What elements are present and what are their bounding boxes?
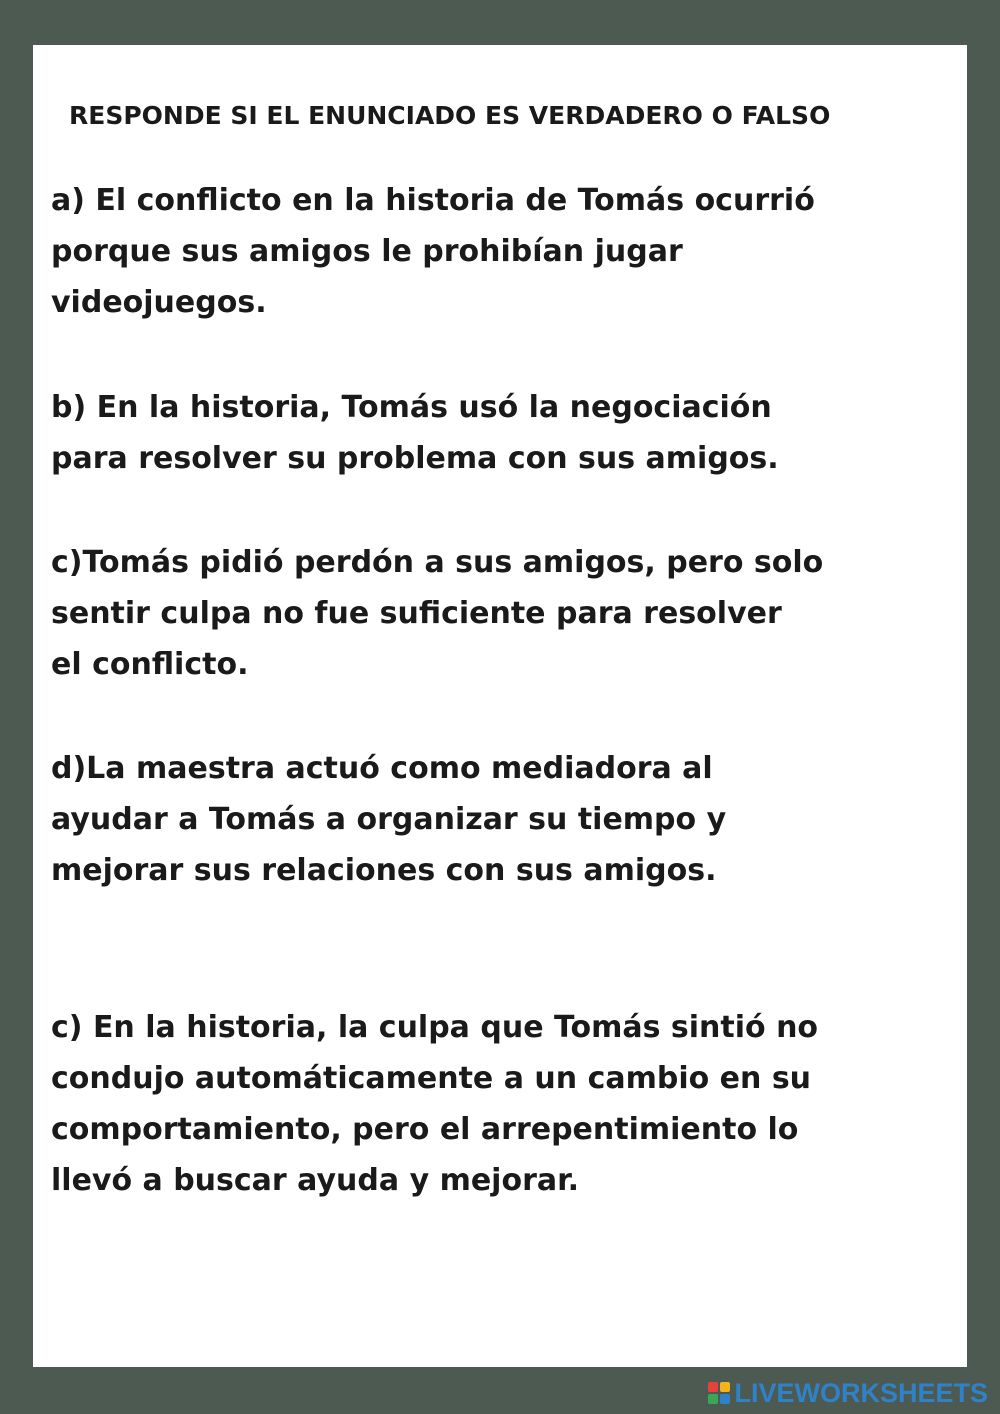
statement-e — [51, 1002, 941, 1206]
worksheet-page — [33, 45, 967, 1367]
statement-line: ayudar a Tomás a organizar su tiempo y — [51, 802, 727, 837]
statement-line: el conflicto. — [51, 647, 249, 682]
statement-line: sentir culpa no fue suficiente para resolver — [51, 596, 782, 631]
liveworksheets-watermark — [708, 1378, 988, 1408]
statement-line: d)La maestra actuó como mediadora al — [51, 751, 713, 786]
statement-b — [51, 382, 941, 484]
worksheet-title: RESPONDE SI EL ENUNCIADO ES VERDADERO O FALSO — [69, 101, 831, 130]
statement-line: mejorar sus relaciones con sus amigos. — [51, 853, 717, 888]
statement-line: a) El conflicto en la historia de Tomás ocurrió — [51, 183, 815, 218]
statement-line: para resolver su problema con sus amigos. — [51, 441, 779, 476]
statement-d — [51, 743, 941, 896]
statement-line: llevó a buscar ayuda y mejorar. — [51, 1163, 580, 1198]
statement-c — [51, 537, 941, 690]
liveworksheets-logo-icon — [708, 1382, 730, 1404]
statement-line: c)Tomás pidió perdón a sus amigos, pero solo — [51, 545, 824, 580]
logo-tile — [720, 1382, 730, 1392]
statement-line: videojuegos. — [51, 285, 267, 320]
logo-tile — [708, 1394, 718, 1404]
statement-line: comportamiento, pero el arrepentimiento lo — [51, 1112, 799, 1147]
statement-line: c) En la historia, la culpa que Tomás sintió no — [51, 1010, 819, 1045]
logo-tile — [708, 1382, 718, 1392]
statement-line: condujo automáticamente a un cambio en su — [51, 1061, 812, 1096]
statement-a — [51, 175, 941, 328]
watermark-text: LIVEWORKSHEETS — [734, 1377, 988, 1408]
logo-tile — [720, 1394, 730, 1404]
statement-line: porque sus amigos le prohibían jugar — [51, 234, 683, 269]
statement-line: b) En la historia, Tomás usó la negociación — [51, 390, 772, 425]
